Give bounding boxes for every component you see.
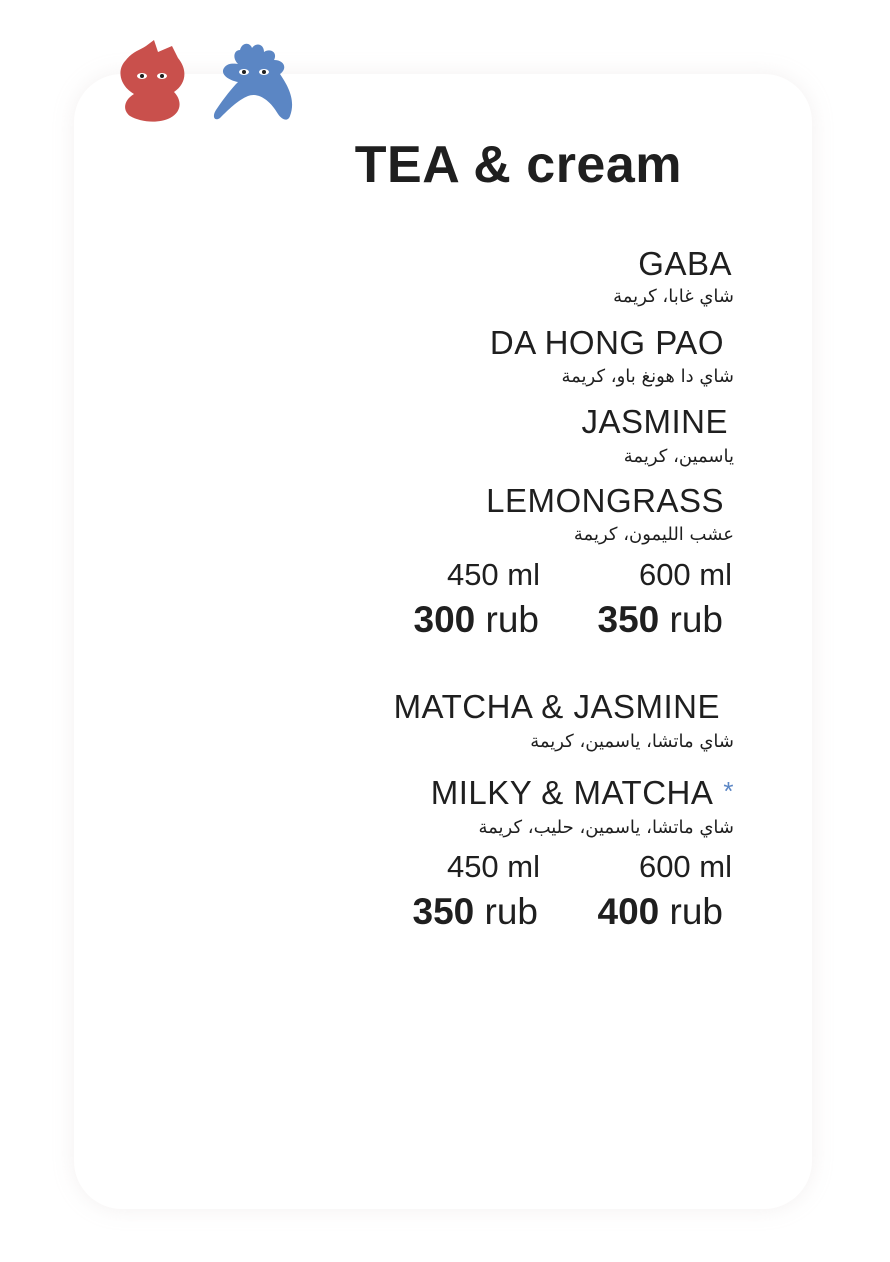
price-small-section2 bbox=[413, 892, 539, 933]
item-name-gaba: GABA bbox=[638, 245, 732, 282]
price-unit: rub bbox=[669, 599, 723, 640]
asterisk-marker: * bbox=[723, 776, 734, 806]
size-small-section2: 450 ml bbox=[446, 849, 540, 884]
item-desc-milky-matcha: شاي ماتشا، ياسمين، حليب، كريمة bbox=[478, 817, 734, 838]
item-name-matcha-jasmine: MATCHA & JASMINE bbox=[393, 688, 720, 725]
size-large-section1: 600 ml bbox=[638, 557, 732, 592]
item-name-milky-matcha bbox=[431, 775, 734, 811]
price-value: 300 bbox=[413, 599, 476, 640]
price-unit: rub bbox=[484, 891, 538, 932]
red-mascot-icon bbox=[116, 40, 188, 122]
item-name-milky-matcha-label: MILKY & MATCHA bbox=[430, 774, 714, 811]
price-value: 350 bbox=[412, 891, 475, 932]
item-desc-matcha-jasmine: شاي ماتشا، ياسمين، كريمة bbox=[530, 731, 734, 752]
price-unit: rub bbox=[669, 891, 723, 932]
menu-title: TEA & cream bbox=[354, 136, 682, 194]
item-desc-lemongrass: عشب الليمون، كريمة bbox=[573, 524, 734, 545]
price-value: 400 bbox=[597, 891, 660, 932]
item-desc-gaba: شاي غابا، كريمة bbox=[613, 286, 734, 307]
item-name-jasmine: JASMINE bbox=[581, 403, 728, 440]
blue-mascot-icon bbox=[212, 42, 294, 122]
item-desc-jasmine: ياسمين، كريمة bbox=[623, 446, 734, 467]
item-desc-da-hong-pao: شاي دا هونغ باو، كريمة bbox=[561, 366, 734, 387]
price-small-section1 bbox=[414, 600, 540, 641]
price-large-section2 bbox=[598, 892, 724, 933]
size-large-section2: 600 ml bbox=[638, 849, 732, 884]
price-unit: rub bbox=[485, 599, 539, 640]
item-name-da-hong-pao: DA HONG PAO bbox=[489, 324, 724, 361]
size-small-section1: 450 ml bbox=[446, 557, 540, 592]
price-value: 350 bbox=[597, 599, 660, 640]
item-name-lemongrass: LEMONGRASS bbox=[486, 482, 724, 519]
price-large-section1 bbox=[598, 600, 724, 641]
